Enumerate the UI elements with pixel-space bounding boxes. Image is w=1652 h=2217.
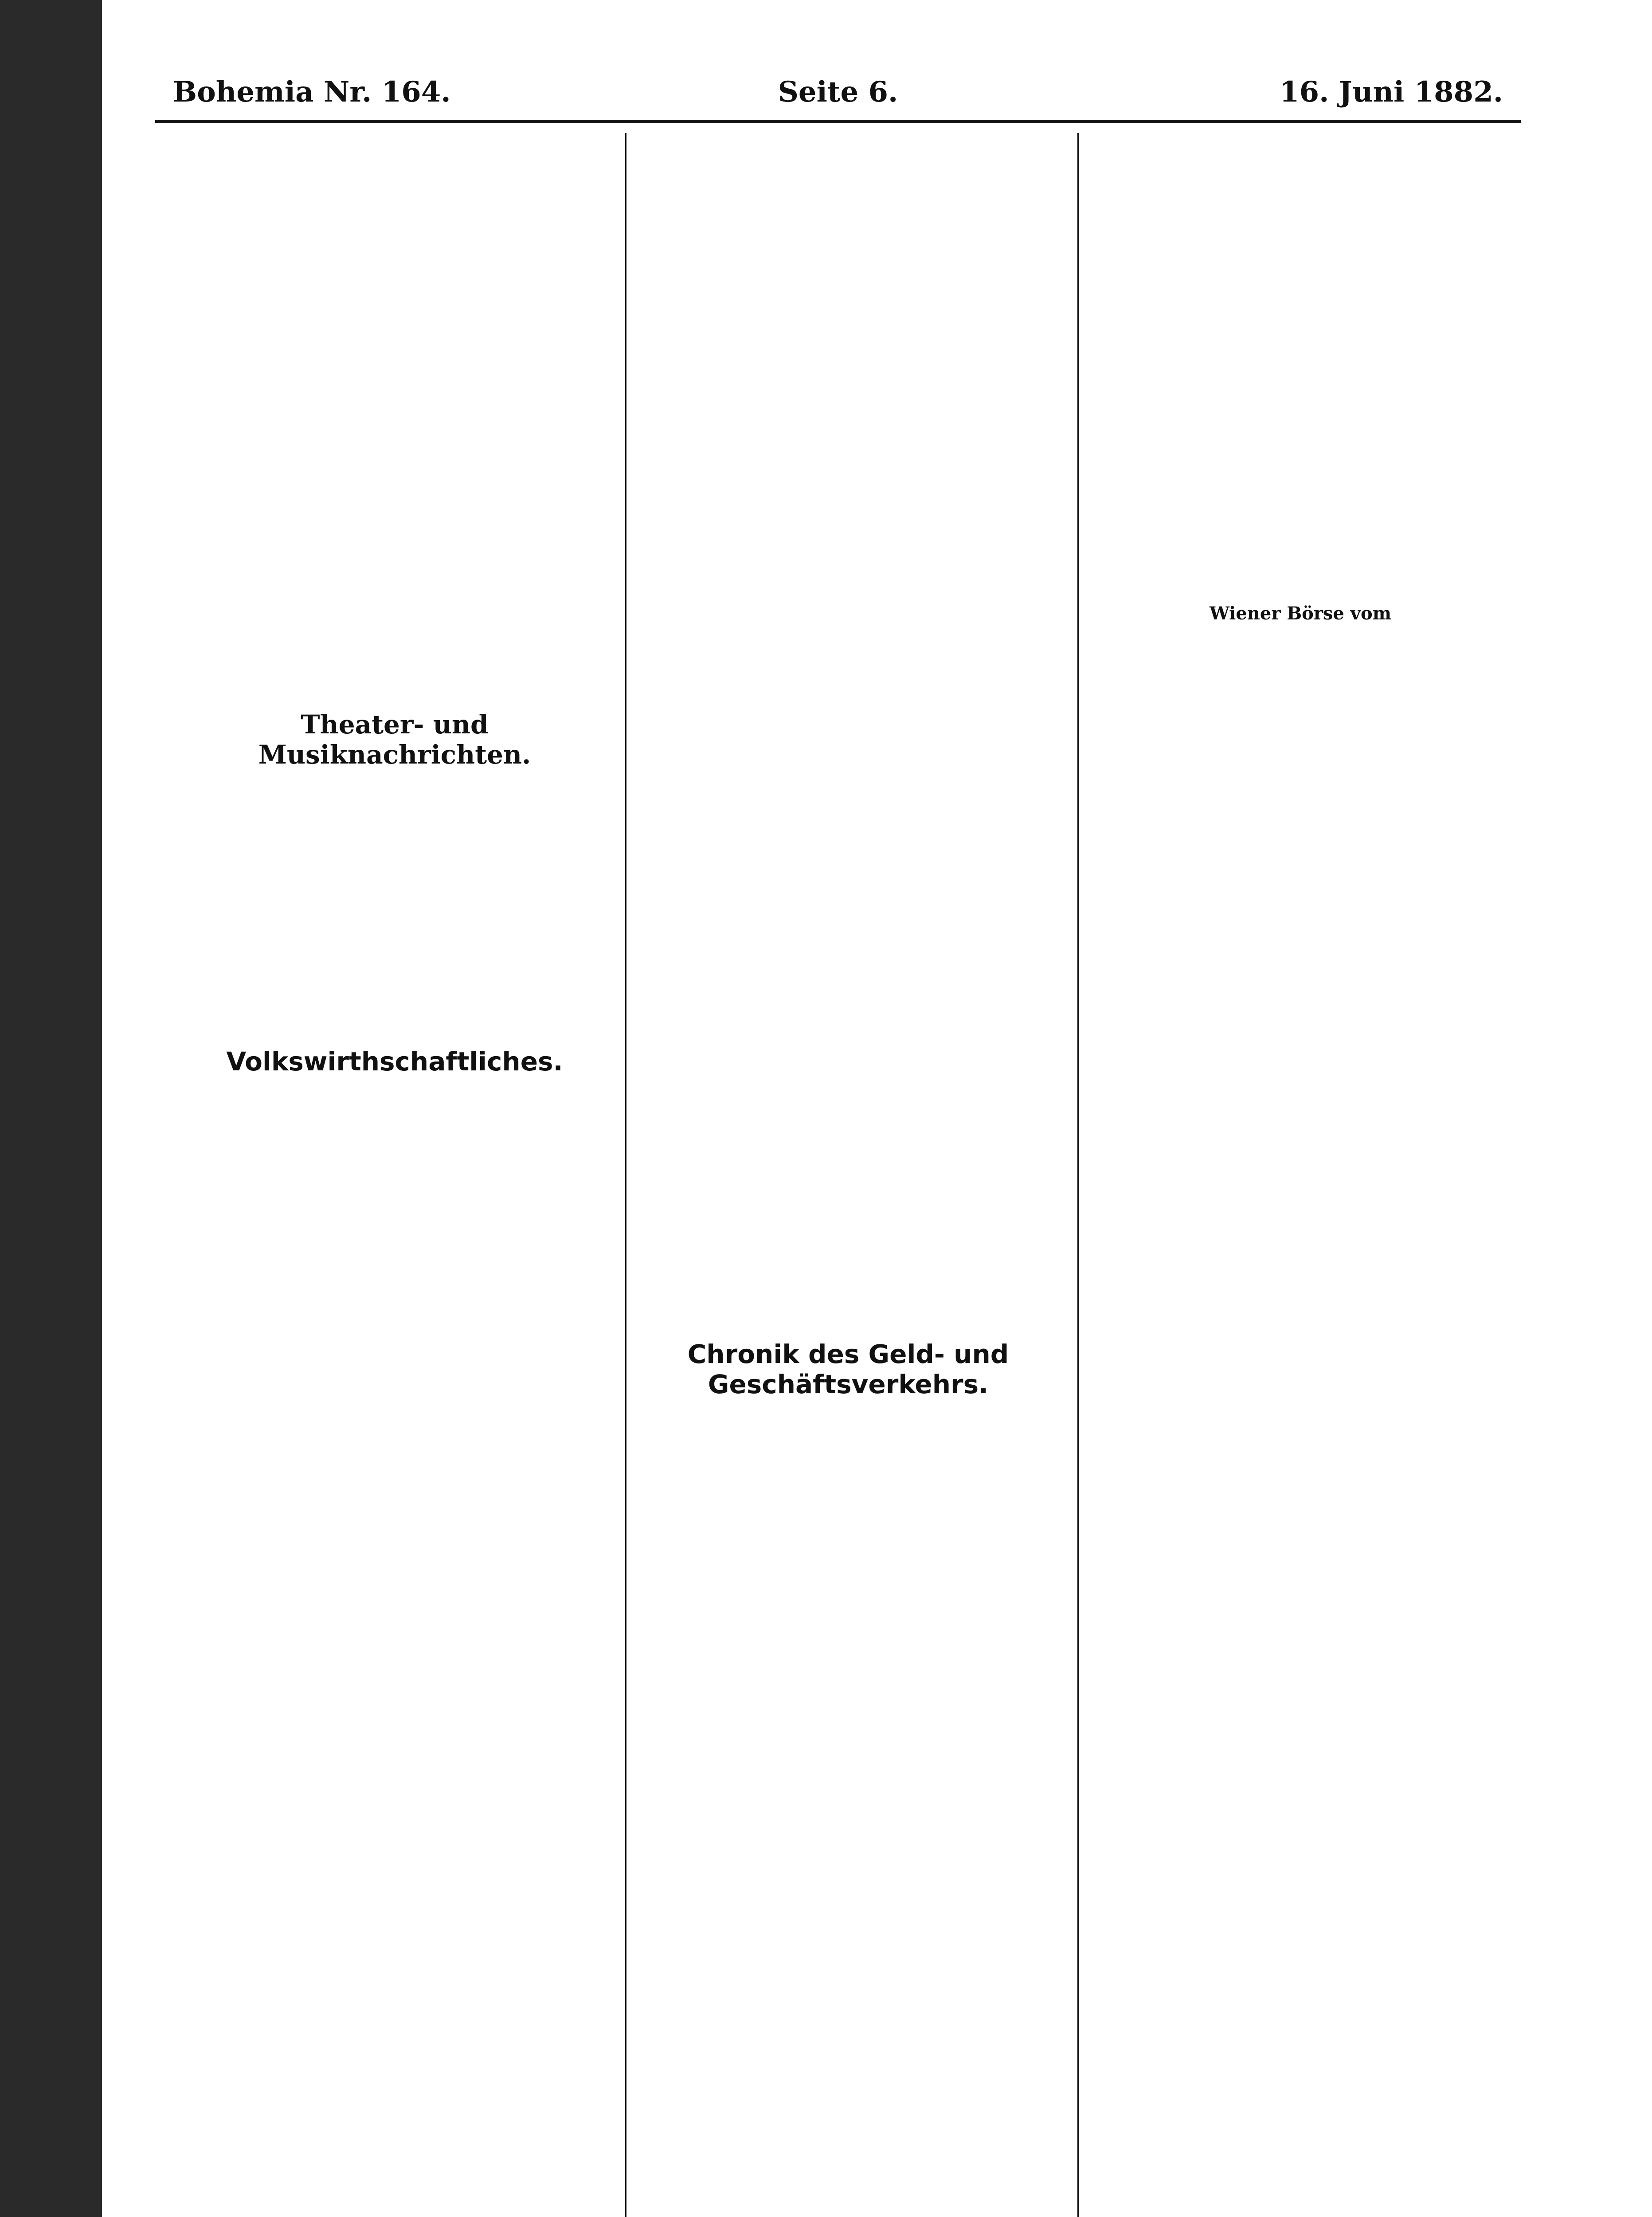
header-publication: Bohemia Nr. 164. (173, 75, 451, 109)
column-3 (1077, 133, 1527, 2217)
section-title-volkswirth: Volkswirthschaftliches. (226, 1046, 563, 1077)
page-header (155, 67, 1521, 120)
column-2 (625, 133, 1074, 2217)
header-rule (155, 120, 1521, 123)
header-page-number: Seite 6. (778, 75, 898, 109)
section-title-theater: Theater- und Musiknachrichten. (258, 709, 531, 770)
header-date: 16. Juni 1882. (1280, 75, 1503, 109)
column-1 (173, 133, 616, 2217)
section-title-wiener-boerse: Wiener Börse vom (1209, 603, 1392, 624)
section-title-chronik: Chronik des Geld- und Geschäftsverkehrs. (687, 1339, 1009, 1399)
scan-edge (0, 0, 102, 2217)
